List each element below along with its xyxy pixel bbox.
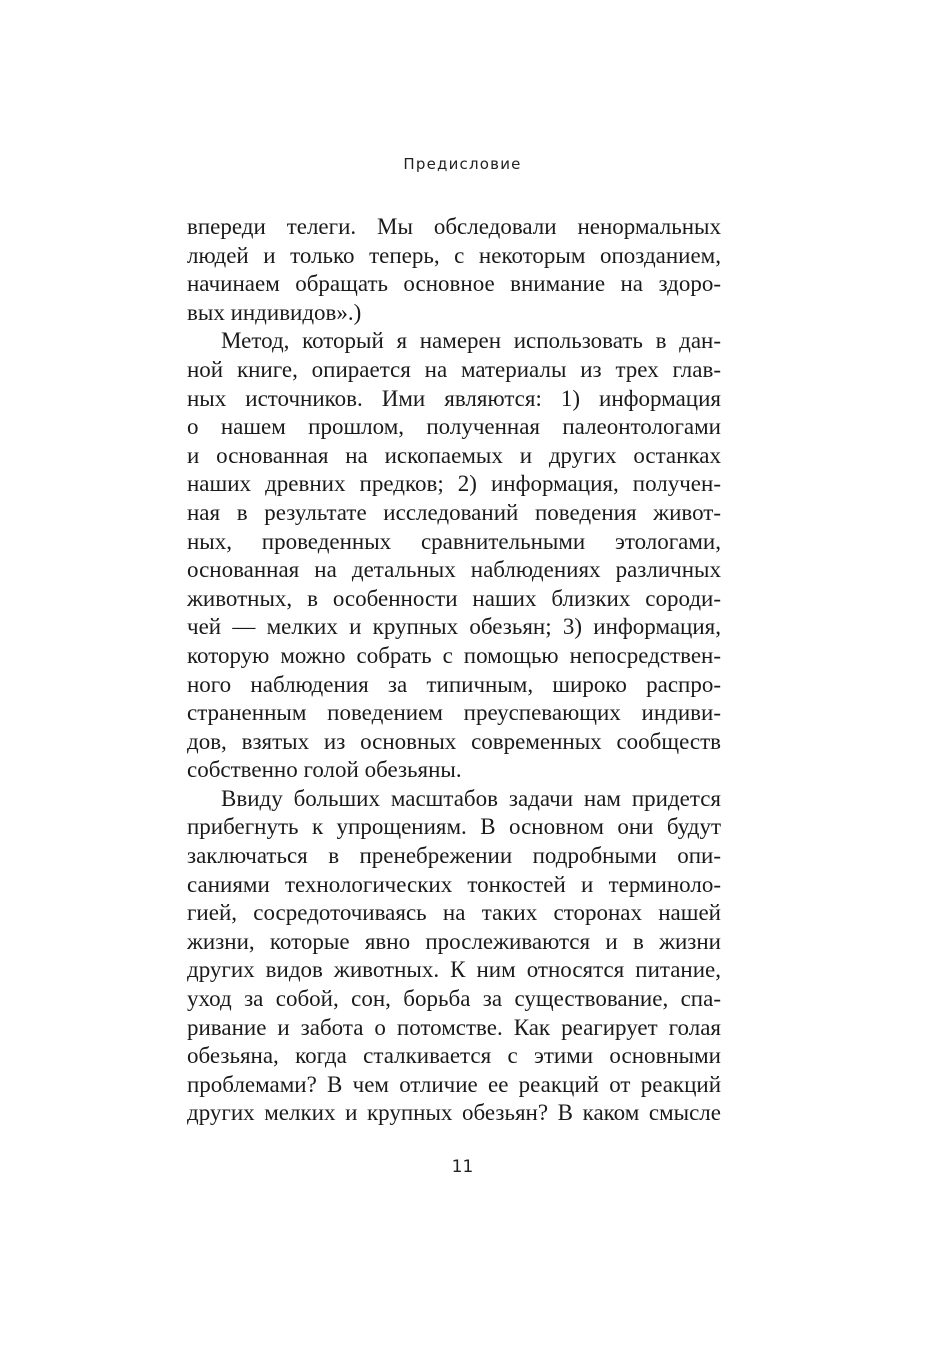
text-line: основанная на детальных наблюдениях различных: [187, 557, 721, 583]
text-line: других видов животных. К ним относятся питание,: [187, 957, 721, 983]
text-line: других мелких и крупных обезьян? В каком смысле: [187, 1100, 721, 1126]
text-line: ной книге, опирается на материалы из трех глав-: [187, 356, 721, 382]
text-line: ная в результате исследований поведения живот-: [187, 499, 721, 525]
text-line: людей и только теперь, с некоторым опозданием,: [187, 242, 721, 268]
text-line: животных, в особенности наших близких сороди-: [187, 585, 721, 611]
text-line: ривание и забота о потомстве. Как реагирует голая: [187, 1014, 721, 1040]
paragraph-3: [187, 785, 721, 1128]
paragraph-2: [187, 327, 721, 785]
page-number: 11: [451, 1157, 474, 1177]
text-line: наших древних предков; 2) информация, получен-: [187, 471, 721, 497]
paragraph-1: [187, 213, 721, 327]
running-head: Предисловие: [403, 155, 522, 173]
body-text: [187, 213, 721, 1128]
text-line: заключаться в пренебрежении подробными опи-: [187, 843, 721, 869]
text-line: о нашем прошлом, полученная палеонтологами: [187, 414, 721, 440]
text-line: которую можно собрать с помощью непосредствен-: [187, 642, 721, 668]
text-line: вых индивидов».): [187, 299, 362, 325]
text-line: уход за собой, сон, борьба за существование, спа-: [187, 986, 721, 1012]
text-line: ных, проведенных сравнительными этологами,: [187, 528, 721, 554]
text-line: проблемами? В чем отличие ее реакций от реакций: [187, 1071, 721, 1097]
text-line: саниями технологических тонкостей и терминоло-: [187, 871, 721, 897]
text-line: начинаем обращать основное внимание на здоро-: [187, 271, 721, 297]
text-line: собственно голой обезьяны.: [187, 757, 462, 783]
text-line: Метод, который я намерен использовать в дан-: [221, 328, 721, 354]
text-line: прибегнуть к упрощениям. В основном они будут: [187, 814, 721, 840]
text-line: страненным поведением преуспевающих индиви-: [187, 700, 721, 726]
text-line: гией, сосредоточиваясь на таких сторонах нашей: [187, 900, 721, 926]
text-line: ных источников. Ими являются: 1) информация: [187, 385, 721, 411]
text-line: чей — мелких и крупных обезьян; 3) информация,: [187, 614, 721, 640]
text-line: жизни, которые явно прослеживаются и в жизни: [187, 928, 721, 954]
text-line: обезьяна, когда сталкивается с этими основными: [187, 1043, 721, 1069]
text-line: и основанная на ископаемых и других останках: [187, 442, 721, 468]
text-line: впереди телеги. Мы обследовали ненормальных: [187, 214, 721, 239]
text-line: ного наблюдения за типичным, широко распро-: [187, 671, 721, 697]
text-line: Ввиду больших масштабов задачи нам придется: [221, 785, 721, 811]
text-line: дов, взятых из основных современных сообществ: [187, 728, 721, 754]
